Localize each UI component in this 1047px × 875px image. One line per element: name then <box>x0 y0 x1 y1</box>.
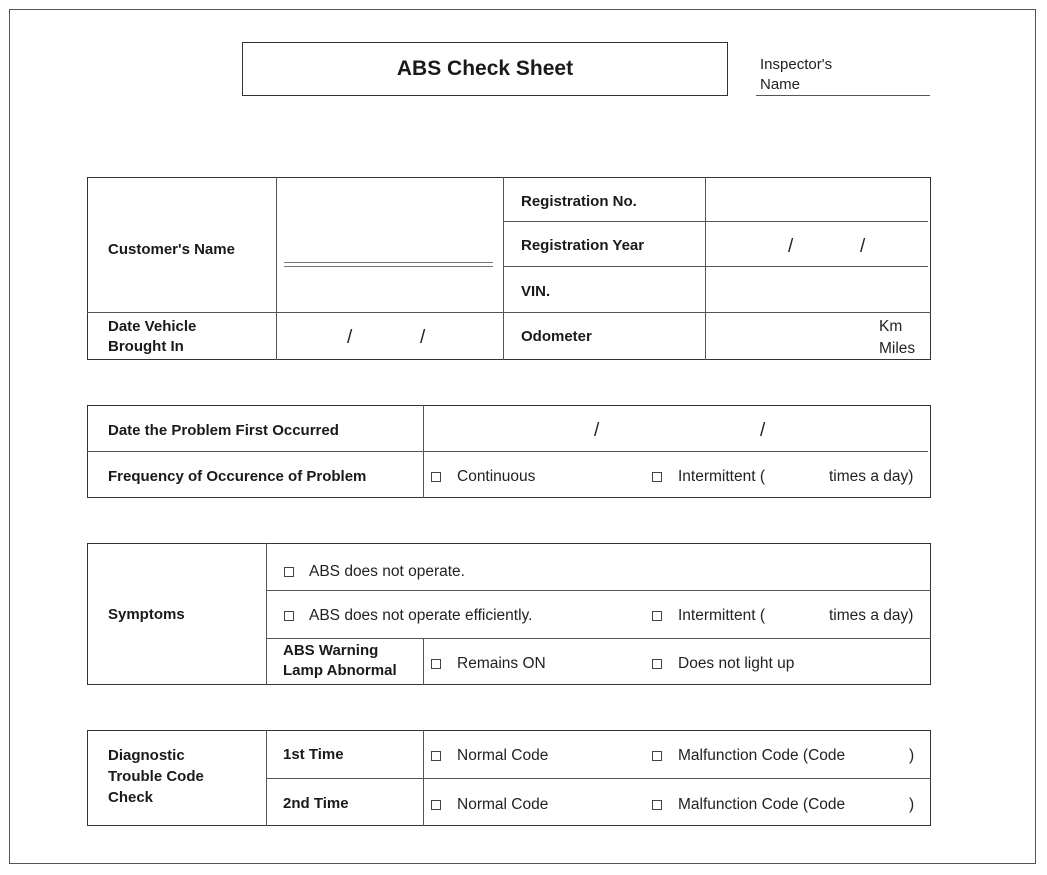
divider <box>276 177 277 360</box>
first-malfunction-code-checkbox[interactable] <box>652 751 662 761</box>
divider <box>87 312 931 313</box>
customer-name-field-underline <box>284 266 493 267</box>
date-separator: / <box>860 236 866 257</box>
warning-lamp-label-line1: ABS Warning <box>283 642 379 659</box>
times-a-day-label: times a day) <box>829 468 914 485</box>
vehicle-info-table <box>87 177 931 360</box>
does-not-light-checkbox[interactable] <box>652 659 662 669</box>
divider <box>87 451 928 452</box>
registration-year-label: Registration Year <box>521 237 645 254</box>
abs-not-efficient-checkbox[interactable] <box>284 611 294 621</box>
date-separator: / <box>420 327 426 348</box>
divider <box>266 590 931 591</box>
dtc-label-line2: Trouble Code <box>108 768 204 785</box>
date-separator: / <box>788 236 794 257</box>
registration-no-label: Registration No. <box>521 193 637 210</box>
odometer-miles-unit: Miles <box>879 340 916 357</box>
divider <box>266 543 267 685</box>
second-normal-code-label: Normal Code <box>457 796 549 813</box>
second-close-paren: ) <box>909 796 915 813</box>
date-brought-label-line2: Brought In <box>108 338 184 355</box>
first-normal-code-checkbox[interactable] <box>431 751 441 761</box>
first-normal-code-label: Normal Code <box>457 747 549 764</box>
abs-not-efficient-label: ABS does not operate efficiently. <box>309 607 533 624</box>
inspector-label-line2: Name <box>760 76 801 93</box>
first-close-paren: ) <box>909 747 915 764</box>
abs-not-operate-label: ABS does not operate. <box>309 563 465 580</box>
intermittent-checkbox[interactable] <box>652 472 662 482</box>
date-brought-label-line1: Date Vehicle <box>108 318 197 335</box>
continuous-checkbox[interactable] <box>431 472 441 482</box>
symptom-times-a-day-label: times a day) <box>829 607 914 624</box>
inspector-label-line1: Inspector's <box>760 56 833 73</box>
second-time-label: 2nd Time <box>283 795 349 812</box>
divider <box>423 638 424 685</box>
remains-on-checkbox[interactable] <box>431 659 441 669</box>
inspector-name-field[interactable] <box>756 95 930 96</box>
customer-name-label: Customer's Name <box>108 241 235 258</box>
first-malfunction-code-label: Malfunction Code (Code <box>678 747 846 764</box>
intermittent-label: Intermittent ( <box>678 468 765 485</box>
divider <box>705 177 706 360</box>
second-malfunction-code-checkbox[interactable] <box>652 800 662 810</box>
symptom-intermittent-checkbox[interactable] <box>652 611 662 621</box>
second-normal-code-checkbox[interactable] <box>431 800 441 810</box>
divider <box>266 778 931 779</box>
does-not-light-label: Does not light up <box>678 655 795 672</box>
date-separator: / <box>347 327 353 348</box>
second-malfunction-code-label: Malfunction Code (Code <box>678 796 846 813</box>
divider <box>503 177 504 360</box>
divider <box>503 266 928 267</box>
first-time-label: 1st Time <box>283 746 344 763</box>
continuous-label: Continuous <box>457 468 536 485</box>
divider <box>503 221 928 222</box>
date-separator: / <box>760 420 766 441</box>
dtc-label-line1: Diagnostic <box>108 747 185 764</box>
page-title: ABS Check Sheet <box>396 57 574 80</box>
odometer-label: Odometer <box>521 328 592 345</box>
vin-label: VIN. <box>521 283 551 300</box>
warning-lamp-label-line2: Lamp Abnormal <box>283 662 397 679</box>
date-separator: / <box>594 420 600 441</box>
dtc-label-line3: Check <box>108 789 154 806</box>
customer-name-field[interactable] <box>284 262 493 263</box>
remains-on-label: Remains ON <box>457 655 546 672</box>
frequency-label: Frequency of Occurence of Problem <box>108 468 367 485</box>
symptoms-label: Symptoms <box>108 606 185 623</box>
title-box <box>242 42 728 96</box>
odometer-km-unit: Km <box>879 318 903 335</box>
symptom-intermittent-label: Intermittent ( <box>678 607 765 624</box>
abs-not-operate-checkbox[interactable] <box>284 567 294 577</box>
date-first-occurred-label: Date the Problem First Occurred <box>108 422 339 439</box>
divider <box>266 638 931 639</box>
